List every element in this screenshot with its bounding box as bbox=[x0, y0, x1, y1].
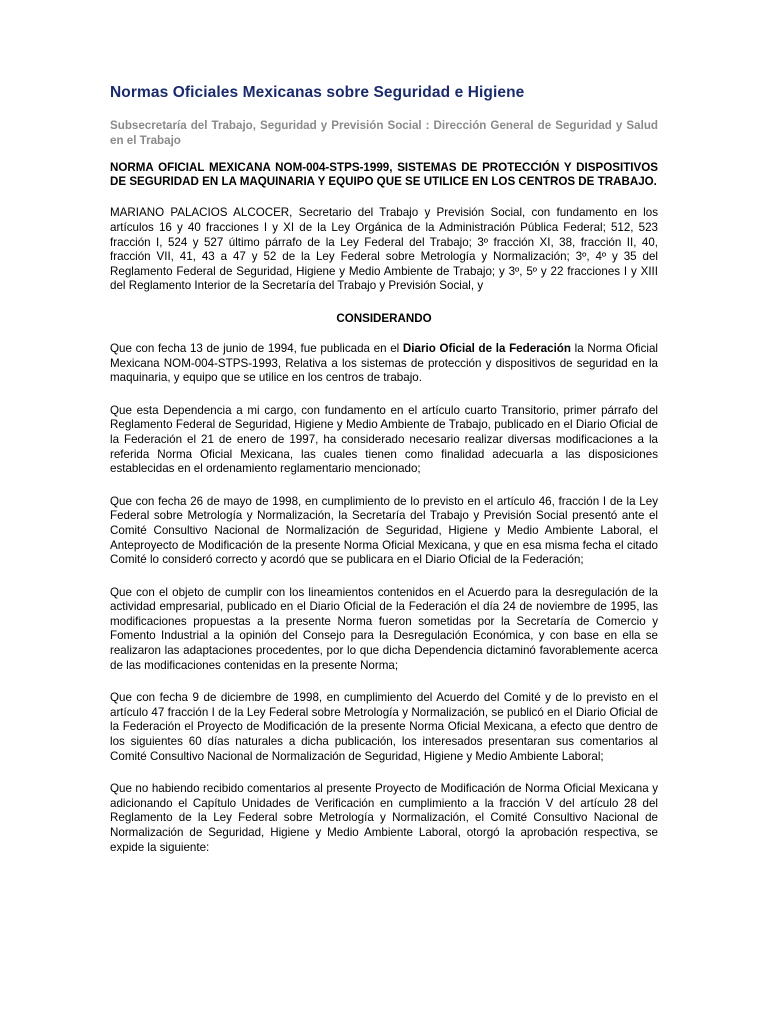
document-subtitle: Subsecretaría del Trabajo, Seguridad y Previsión Social : Dirección General de Seguridad y Salud en el Trabajo bbox=[110, 119, 658, 147]
considerando-paragraph-5: Que con fecha 9 de diciembre de 1998, en cumplimiento del Acuerdo del Comité y de lo previsto en el artículo 47 fracción I de la Ley Federal sobre Metrología y Normalización, se publicó en el Diario Oficial de la Federación el Proyecto de Modificación de la presente Norma Oficial Mexicana, a efecto que dentro de los siguientes 60 días naturales a dicha publicación, los interesados presentaran sus comentarios al Comité Consultivo Nacional de Normalización de Seguridad, Higiene y Medio Ambiente Laboral; bbox=[110, 691, 658, 763]
intro-paragraph: MARIANO PALACIOS ALCOCER, Secretario del Trabajo y Previsión Social, con fundamento en los artículos 16 y 40 fracciones I y XI de la Ley Orgánica de la Administración Pública Federal; 512, 523 fracción I, 524 y 527 último párrafo de la Ley Federal del Trabajo; 3º fracción XI, 38, fracción II, 40, fracción VII, 41, 43 a 47 y 52 de la Ley Federal sobre Metrología y Normalización; 3º, 4º y 35 del Reglamento Federal de Seguridad, Higiene y Medio Ambiente de Trabajo; y 3º, 5º y 22 fracciones I y XIII del Reglamento Interior de la Secretaría del Trabajo y Previsión Social, y bbox=[110, 206, 658, 293]
page-title: Normas Oficiales Mexicanas sobre Seguridad e Higiene bbox=[110, 84, 525, 101]
document-page bbox=[110, 84, 658, 873]
considerando-paragraph-6: Que no habiendo recibido comentarios al presente Proyecto de Modificación de Norma Oficial Mexicana y adicionando el Capítulo Unidades de Verificación en cumplimiento a la fracción V del artículo 28 del Reglamento de la Ley Federal sobre Metrología y Normalización, el Comité Consultivo Nacional de Normalización de Seguridad, Higiene y Medio Ambiente Laboral, otorgó la aprobación respectiva, se expide la siguiente: bbox=[110, 782, 658, 854]
considerando-paragraph-4: Que con el objeto de cumplir con los lineamientos contenidos en el Acuerdo para la desregulación de la actividad empresarial, publicado en el Diario Oficial de la Federación el día 24 de noviembre de 1995, las modificaciones propuestas a la presente Norma fueron sometidas por la Secretaría de Comercio y Fomento Industrial a la opinión del Consejo para la Desregulación Económica, y con base en ella se realizaron las adaptaciones procedentes, por lo que dicha Dependencia dictaminó favorablemente acerca de las modificaciones contenidas en la presente Norma; bbox=[110, 585, 658, 672]
considerando-paragraph-2: Que esta Dependencia a mi cargo, con fundamento en el artículo cuarto Transitorio, primer párrafo del Reglamento Federal de Seguridad, Higiene y Medio Ambiente de Trabajo, publicado en el Diario Oficial de la Federación el 21 de enero de 1997, ha considerado necesario realizar diversas modificaciones a la referida Norma Oficial Mexicana, las cuales tienen como finalidad adecuarla a las disposiciones establecidas en el ordenamiento reglamentario mencionado; bbox=[110, 403, 658, 476]
norma-heading: NORMA OFICIAL MEXICANA NOM-004-STPS-1999, SISTEMAS DE PROTECCIÓN Y DISPOSITIVOS DE SEGURIDAD EN LA MAQUINARIA Y EQUIPO QUE SE UTILICE EN LOS CENTROS DE TRABAJO. bbox=[110, 161, 658, 189]
paragraph-1-text-before: Que con fecha 13 de junio de 1994, fue publicada en el bbox=[110, 341, 403, 355]
considerando-heading: CONSIDERANDO bbox=[336, 311, 432, 325]
diario-oficial-bold: Diario Oficial de la Federación bbox=[402, 341, 571, 355]
considerando-paragraph-1 bbox=[110, 342, 658, 386]
paragraph-1-text-after: la Norma Oficial Mexicana NOM-004-STPS-1993, Relativa a los sistemas de protección y dispositivos de seguridad en la maquinaria, y equipo que se utilice en los centros de trabajo. bbox=[110, 341, 659, 385]
considerando-paragraph-3: Que con fecha 26 de mayo de 1998, en cumplimiento de lo previsto en el artículo 46, fracción I de la Ley Federal sobre Metrología y Normalización, la Secretaría del Trabajo y Previsión Social presentó ante el Comité Consultivo Nacional de Normalización de Seguridad, Higiene y Medio Ambiente Laboral, el Anteproyecto de Modificación de la presente Norma Oficial Mexicana, y que en esa misma fecha el citado Comité lo consideró correcto y acordó que se publicara en el Diario Oficial de la Federación; bbox=[110, 494, 658, 567]
